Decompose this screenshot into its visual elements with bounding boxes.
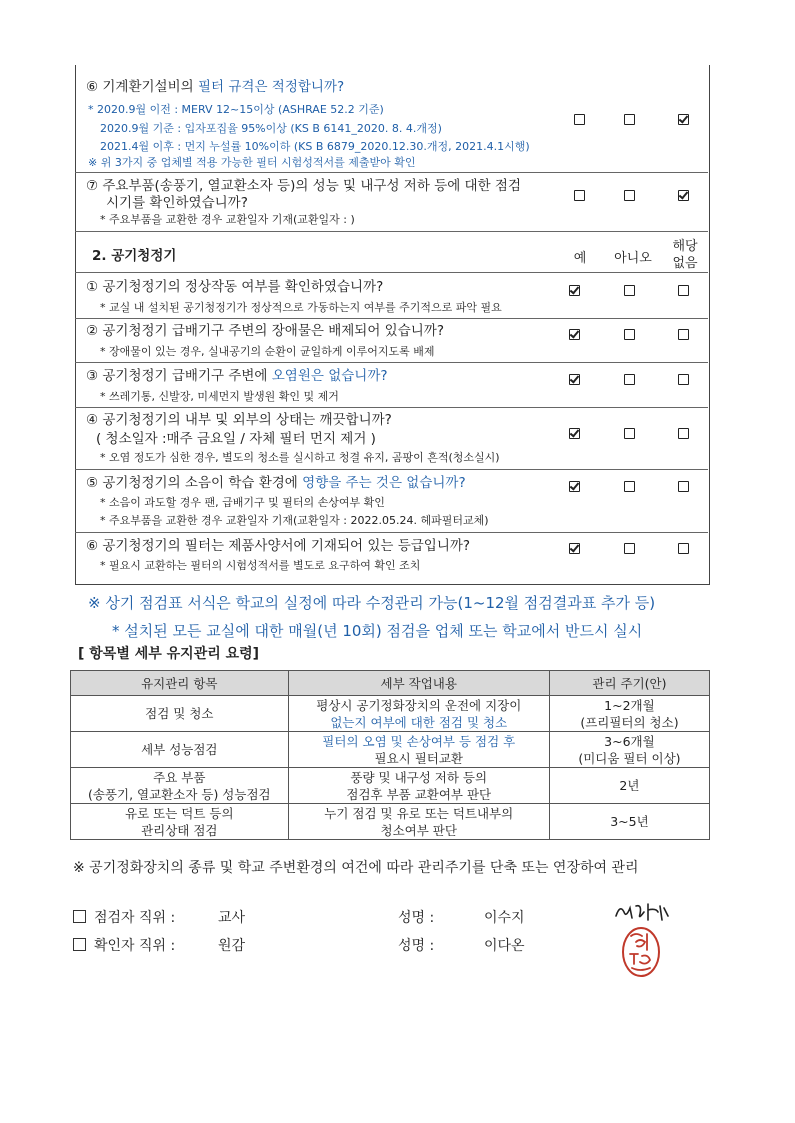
checkbox-na[interactable] xyxy=(678,285,689,296)
signature-checkbox[interactable] xyxy=(73,938,86,951)
checkbox-na[interactable] xyxy=(678,329,689,340)
checkbox-no[interactable] xyxy=(624,374,635,385)
signature-row-confirmer: 확인자 직위 : xyxy=(73,935,175,955)
maintenance-heading: [ 항목별 세부 유지관리 요령] xyxy=(78,646,260,662)
table-row xyxy=(71,732,710,768)
row-divider xyxy=(75,362,708,363)
maintenance-table xyxy=(70,670,710,840)
column-header-no: 아니오 xyxy=(614,251,652,266)
column-header: 유지관리 항목 xyxy=(71,671,289,696)
table-header-row xyxy=(71,671,710,696)
confirmer-name-label: 성명 : xyxy=(398,938,435,954)
confirmer-role: 원감 xyxy=(218,938,246,954)
note-line: 2021.4월 이후 : 먼지 누설률 10%이하 (KS B 6879_2020.12.30.개정, 2021.4.1시행) xyxy=(100,140,530,153)
question-2-4: ④ 공기청정기의 내부 및 외부의 상태는 깨끗합니까? xyxy=(86,412,392,428)
note-line: * 오염 정도가 심한 경우, 별도의 청소를 실시하고 청결 유지, 곰팡이 흔적(청소실시) xyxy=(100,451,500,464)
note-line: ※ 위 3가지 중 업체별 적용 가능한 필터 시험성적서를 제출받아 확인 xyxy=(88,156,416,169)
table-cell: 주요 부품 (송풍기, 열교환소자 등) 성능점검 xyxy=(71,768,289,804)
table-cell: 1~2개월 (프리필터의 청소) xyxy=(549,696,709,732)
question-1-6: ⑥ 기계환기설비의 필터 규격은 적정합니까? xyxy=(86,79,345,95)
table-cell: 3~5년 xyxy=(549,804,709,840)
question-2-1: ① 공기청정기의 정상작동 여부를 확인하였습니까? xyxy=(86,279,384,295)
checkbox-na[interactable] xyxy=(678,374,689,385)
checkbox-yes[interactable] xyxy=(569,543,580,554)
checkbox-na[interactable] xyxy=(678,428,689,439)
table-row xyxy=(71,696,710,732)
checkbox-na[interactable] xyxy=(678,481,689,492)
column-header-yes: 예 xyxy=(573,251,587,266)
checkbox-yes[interactable] xyxy=(574,114,585,125)
table-cell: 평상시 공기정화장치의 운전에 지장이 없는지 여부에 대한 점검 및 청소 xyxy=(288,696,549,732)
table-cell: 유로 또는 덕트 등의 관리상태 점검 xyxy=(71,804,289,840)
checkbox-yes[interactable] xyxy=(569,428,580,439)
table-row xyxy=(71,804,710,840)
table-cell: 세부 성능점검 xyxy=(71,732,289,768)
inspector-name: 이수지 xyxy=(484,910,525,926)
table-cell: 2년 xyxy=(549,768,709,804)
question-2-2: ② 공기청정기 급배기구 주변의 장애물은 배제되어 있습니까? xyxy=(86,323,444,339)
remark-2: * 설치된 모든 교실에 대한 매월(년 10회) 점검을 업체 또는 학교에서 반드시 실시 xyxy=(112,622,643,640)
checkbox-yes[interactable] xyxy=(574,190,585,201)
row-divider xyxy=(75,231,708,232)
maintenance-footnote: ※ 공기정화장치의 종류 및 학교 주변환경의 여건에 따라 관리주기를 단축 또는 연장하여 관리 xyxy=(73,860,639,876)
signature-row-inspector: 점검자 직위 : xyxy=(73,907,175,927)
checkbox-na[interactable] xyxy=(678,190,689,201)
question-1-7: ⑦ 주요부품(송풍기, 열교환소자 등)의 성능 및 내구성 저하 등에 대한 점검 xyxy=(86,178,521,194)
row-divider xyxy=(75,469,708,470)
table-cell: 3~6개월 (미디움 필터 이상) xyxy=(549,732,709,768)
handwritten-signature xyxy=(612,898,672,926)
table-row xyxy=(71,768,710,804)
note-line: * 주요부품을 교환한 경우 교환일자 기재(교환일자 : 2022.05.24. 헤파필터교체) xyxy=(100,514,489,527)
checkbox-no[interactable] xyxy=(624,543,635,554)
inspector-role: 교사 xyxy=(218,910,246,926)
note-line: * 소음이 과도할 경우 팬, 급배기구 및 필터의 손상여부 확인 xyxy=(100,496,385,509)
checkbox-na[interactable] xyxy=(678,114,689,125)
checkbox-yes[interactable] xyxy=(569,374,580,385)
table-cell: 점검 및 청소 xyxy=(71,696,289,732)
note-line: * 쓰레기통, 신발장, 미세먼지 발생원 확인 및 제거 xyxy=(100,390,339,403)
checkbox-no[interactable] xyxy=(624,285,635,296)
signature-checkbox[interactable] xyxy=(73,910,86,923)
checkbox-no[interactable] xyxy=(624,329,635,340)
note-line: * 장애물이 있는 경우, 실내공기의 순환이 균일하게 이루어지도록 배제 xyxy=(100,345,435,358)
row-divider xyxy=(75,272,708,273)
row-divider xyxy=(75,318,708,319)
question-2-6: ⑥ 공기청정기의 필터는 제품사양서에 기재되어 있는 등급입니까? xyxy=(86,538,471,554)
inspector-name-label: 성명 : xyxy=(398,910,435,926)
note-line: * 2020.9월 이전 : MERV 12~15이상 (ASHRAE 52.2 기준) xyxy=(88,103,384,116)
table-cell: 필터의 오염 및 손상여부 등 점검 후 필요시 필터교환 xyxy=(288,732,549,768)
note-line: * 교실 내 설치된 공기청정기가 정상적으로 가동하는지 여부를 주기적으로 파악 필요 xyxy=(100,301,502,314)
checkbox-yes[interactable] xyxy=(569,329,580,340)
checkbox-no[interactable] xyxy=(624,428,635,439)
question-2-4-line2: ( 청소일자 :매주 금요일 / 자체 필터 먼지 제거 ) xyxy=(96,431,376,447)
confirmer-name: 이다온 xyxy=(484,938,525,954)
section-title: 2. 공기청정기 xyxy=(92,248,177,264)
question-2-5: ⑤ 공기청정기의 소음이 학습 환경에 영향을 주는 것은 없습니까? xyxy=(86,475,466,491)
checkbox-no[interactable] xyxy=(624,481,635,492)
checkbox-yes[interactable] xyxy=(569,285,580,296)
checkbox-no[interactable] xyxy=(624,114,635,125)
question-1-7-line2: 시기를 확인하였습니까? xyxy=(106,195,248,211)
row-divider xyxy=(75,172,708,173)
checkbox-no[interactable] xyxy=(624,190,635,201)
table-cell: 풍량 및 내구성 저하 등의 점검후 부품 교환여부 판단 xyxy=(288,768,549,804)
row-divider xyxy=(75,407,708,408)
remark-1: ※ 상기 점검표 서식은 학교의 실정에 따라 수정관리 가능(1~12월 점검결과표 추가 등) xyxy=(88,594,656,612)
seal-stamp xyxy=(618,924,664,980)
checkbox-na[interactable] xyxy=(678,543,689,554)
note-line: * 주요부품을 교환한 경우 교환일자 기재(교환일자 : ) xyxy=(100,213,355,226)
note-line: * 필요시 교환하는 필터의 시험성적서를 별도로 요구하여 확인 조치 xyxy=(100,559,421,572)
column-header: 관리 주기(안) xyxy=(549,671,709,696)
checkbox-yes[interactable] xyxy=(569,481,580,492)
column-header-na: 해당 없음 xyxy=(672,239,698,271)
table-cell: 누기 점검 및 유로 또는 덕트내부의 청소여부 판단 xyxy=(288,804,549,840)
question-2-3: ③ 공기청정기 급배기구 주변에 오염원은 없습니까? xyxy=(86,368,388,384)
row-divider xyxy=(75,532,708,533)
column-header: 세부 작업내용 xyxy=(288,671,549,696)
note-line: 2020.9월 기준 : 입자포집율 95%이상 (KS B 6141_2020. 8. 4.개정) xyxy=(100,122,442,135)
